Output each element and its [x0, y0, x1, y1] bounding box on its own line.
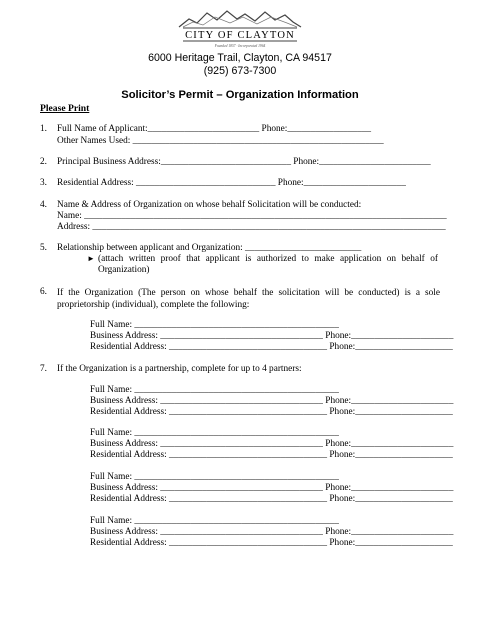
business-address-field[interactable]: Business Address: ___________________________________ Phone:______________________ [90, 331, 454, 341]
residential-address-field[interactable]: Residential Address: __________________________________ Phone:_____________________ [90, 407, 453, 417]
phone-line: (925) 673-7300 [203, 65, 277, 77]
svg-text:Founded 1857 · Incorporated 19: Founded 1857 · Incorporated 1964 [214, 44, 266, 48]
principal-business-address-field[interactable]: Principal Business Address:____________________________ Phone:________________________ [57, 157, 431, 167]
business-address-field[interactable]: Business Address: ___________________________________ Phone:______________________ [90, 396, 454, 406]
full-name-field[interactable]: Full Name: ____________________________________________ [90, 428, 339, 438]
item-number: 3. [40, 178, 47, 188]
item-number: 1. [40, 124, 47, 134]
residential-address-field[interactable]: Residential Address: __________________________________ Phone:_____________________ [90, 494, 453, 504]
city-of-clayton-logo [175, 5, 305, 49]
full-name-field[interactable]: Full Name: ____________________________________________ [90, 320, 339, 330]
business-address-field[interactable]: Business Address: ___________________________________ Phone:______________________ [90, 527, 454, 537]
sole-proprietorship-instructions: If the Organization (The person on whose behalf the solicitation will be conducted) is a sole proprietorship (individual), complete the following: [57, 288, 440, 310]
item-number: 6. [40, 287, 47, 297]
full-name-applicant-field[interactable]: Full Name of Applicant:________________________ Phone:__________________ [57, 124, 372, 134]
residential-address-field[interactable]: Residential Address: ______________________________ Phone:______________________ [57, 178, 406, 188]
item-number: 7. [40, 364, 47, 374]
full-name-field[interactable]: Full Name: ____________________________________________ [90, 516, 339, 526]
item-number: 4. [40, 200, 47, 210]
organization-heading: Name & Address of Organization on whose behalf Solicitation will be conducted: [57, 200, 362, 210]
svg-text:CITY OF CLAYTON: CITY OF CLAYTON [185, 30, 295, 41]
other-names-field[interactable]: Other Names Used: ______________________________________________________ [57, 136, 384, 146]
please-print-label: Please Print [40, 103, 90, 114]
business-address-field[interactable]: Business Address: ___________________________________ Phone:______________________ [90, 439, 454, 449]
relationship-field[interactable]: Relationship between applicant and Organization: _________________________ [57, 243, 362, 253]
organization-address-field[interactable]: Address: ____________________________________________________________________________ [57, 222, 446, 232]
business-address-field[interactable]: Business Address: ___________________________________ Phone:______________________ [90, 483, 454, 493]
organization-name-field[interactable]: Name: ______________________________________________________________________________ [57, 211, 447, 221]
page-title: Solicitor’s Permit – Organization Information [121, 89, 359, 101]
address-line: 6000 Heritage Trail, Clayton, CA 94517 [148, 52, 332, 64]
attach-proof-note: (attach written proof that applicant is authorized to make application on behalf of Organization) [98, 254, 438, 275]
residential-address-field[interactable]: Residential Address: __________________________________ Phone:_____________________ [90, 342, 453, 352]
arrow-icon: ► [87, 254, 95, 263]
partnership-instructions: If the Organization is a partnership, complete for up to 4 partners: [57, 364, 302, 374]
residential-address-field[interactable]: Residential Address: __________________________________ Phone:_____________________ [90, 538, 453, 548]
full-name-field[interactable]: Full Name: ____________________________________________ [90, 385, 339, 395]
full-name-field[interactable]: Full Name: ____________________________________________ [90, 472, 339, 482]
residential-address-field[interactable]: Residential Address: __________________________________ Phone:_____________________ [90, 450, 453, 460]
item-number: 2. [40, 157, 47, 167]
item-number: 5. [40, 243, 47, 253]
